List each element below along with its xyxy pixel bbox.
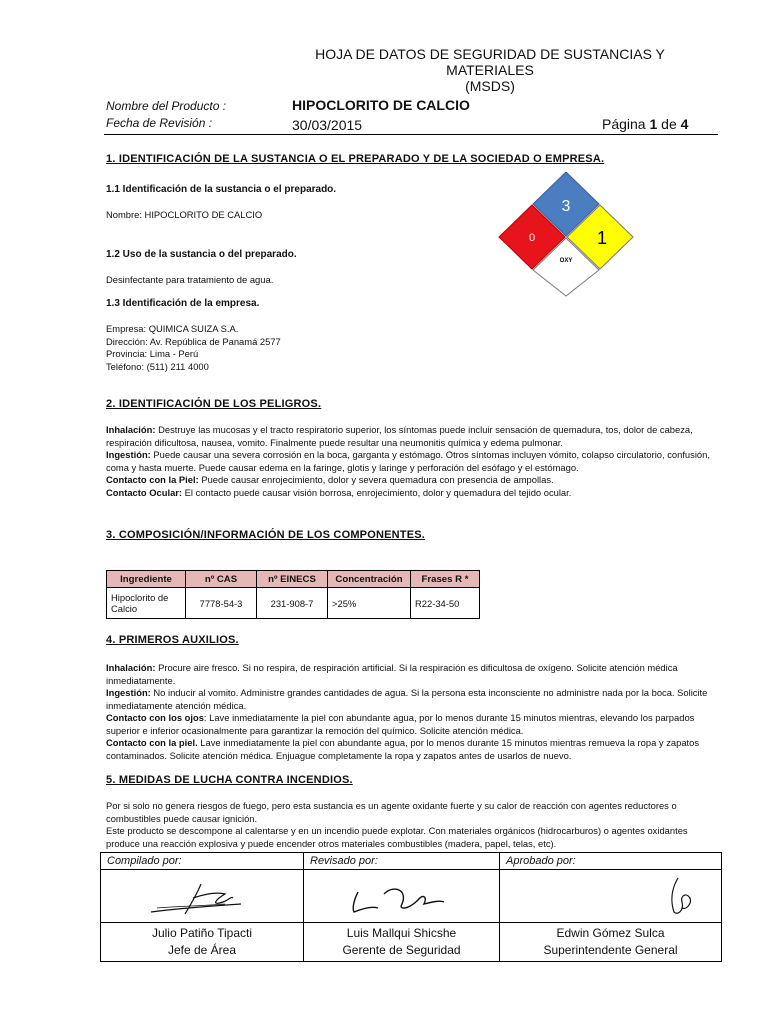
signer-name: Edwin Gómez Sulca bbox=[556, 926, 665, 940]
table-cell: R22-34-50 bbox=[411, 588, 480, 619]
first-aid-ingestion: Ingestión: No inducir al vomito. Administre grandes cantidades de agua. Si la persona esta inconsciente no administre nada por la boca. Solicite inmediatamente atención médica. bbox=[106, 687, 708, 711]
signature-area bbox=[101, 870, 303, 923]
signature-person bbox=[101, 925, 303, 959]
table-header-row bbox=[107, 571, 480, 588]
section-5-title: 5. MEDIDAS DE LUCHA CONTRA INCENDIOS. bbox=[106, 774, 353, 786]
first-aid-text bbox=[106, 662, 718, 762]
firefighting-p1: Por si solo no genera riesgos de fuego, pero esta sustancia es un agente oxidante fuerte y su calor de reacción con agentes reductores o combustibles puede causar ignición. bbox=[106, 800, 677, 824]
signature-image bbox=[101, 870, 303, 922]
product-name: Nombre: HIPOCLORITO DE CALCIO bbox=[106, 209, 263, 220]
section-1-1-title: 1.1 Identificación de la sustancia o el preparado. bbox=[106, 184, 337, 195]
signature-image bbox=[304, 870, 499, 922]
nfpa-health-value: 0 bbox=[528, 232, 536, 244]
signature-head: Aprobado por: bbox=[500, 853, 721, 870]
nfpa-reactivity-value: 1 bbox=[596, 228, 608, 248]
company-province: Provincia: Lima - Perú bbox=[106, 348, 199, 359]
table-cell: >25% bbox=[328, 588, 411, 619]
signature-person bbox=[304, 925, 499, 959]
first-aid-skin: Contacto con la piel. Lave inmediatamente la piel con abundante agua, por lo menos durante 15 minutos mientras remueva la ropa y zapatos contaminados. Solicite atención médica. Enjuague completamente la ropa y zapatos antes de usarlos de nuevo. bbox=[106, 737, 700, 761]
signer-name: Julio Patiño Tipacti bbox=[151, 926, 253, 940]
document-title bbox=[280, 46, 700, 94]
product-value: HIPOCLORITO DE CALCIO bbox=[292, 97, 470, 113]
header-divider bbox=[104, 134, 718, 135]
section-4-title: 4. PRIMEROS AUXILIOS. bbox=[106, 634, 239, 646]
hazard-eye: Contacto Ocular: El contacto puede causar visión borrosa, enrojecimiento, dolor y quemadura del tejido ocular. bbox=[106, 486, 572, 498]
signature-area bbox=[500, 870, 721, 923]
table-header-cell: nº CAS bbox=[186, 571, 257, 588]
company-phone: Teléfono: (511) 211 4000 bbox=[106, 360, 209, 372]
revision-value: 30/03/2015 bbox=[292, 117, 363, 133]
signature-image bbox=[500, 870, 721, 922]
title-line-2: MATERIALES bbox=[446, 62, 534, 78]
hazard-skin: Contacto con la Piel: Puede causar enrojecimiento, dolor y severa quemadura con presencia de ampollas. bbox=[106, 474, 554, 485]
company-info bbox=[106, 323, 718, 373]
signer-role: Jefe de Área bbox=[167, 943, 237, 957]
section-2-title: 2. IDENTIFICACIÓN DE LOS PELIGROS. bbox=[106, 398, 322, 410]
signature-area bbox=[304, 870, 499, 923]
section-1-2-title: 1.2 Uso de la sustancia o del preparado. bbox=[106, 249, 297, 260]
page-total: 4 bbox=[680, 116, 689, 132]
firefighting-p2: Este producto se descompone al calentarse y en un incendio puede explotar. Con materiales orgánicos (hidrocarburos) o agentes oxidantes produce una reacción explosiva y puede encender otros materiales combustibles (madera, papel, telas, etc). bbox=[106, 825, 688, 849]
table-row bbox=[107, 588, 480, 619]
section-1-3-title: 1.3 Identificación de la empresa. bbox=[106, 298, 260, 309]
signature-head: Compilado por: bbox=[101, 853, 303, 870]
signature-person bbox=[500, 925, 721, 959]
product-label: Nombre del Producto : bbox=[106, 99, 227, 113]
first-aid-inhalation: Inhalación: Procure aire fresco. Si no respira, de respiración artificial. Si la respiración es dificultosa de oxígeno. Solicite atención médica inmediatamente. bbox=[106, 662, 678, 686]
revision-label: Fecha de Revisión : bbox=[106, 116, 213, 130]
nfpa-flammability-value: 3 bbox=[561, 198, 571, 215]
signature-compiled bbox=[101, 853, 304, 961]
title-line-3: (MSDS) bbox=[465, 78, 515, 94]
title-line-1: HOJA DE DATOS DE SEGURIDAD DE SUSTANCIAS Y bbox=[315, 46, 665, 62]
hazards-text bbox=[106, 424, 718, 499]
section-1-title: 1. IDENTIFICACIÓN DE LA SUSTANCIA O EL PREPARADO Y DE LA SOCIEDAD O EMPRESA. bbox=[106, 153, 605, 165]
company-address: Dirección: Av. República de Panamá 2577 bbox=[106, 335, 281, 347]
first-aid-eye: Contacto con los ojos: Lave inmediatamente la piel con abundante agua, por lo menos durante 15 minutos mientras, elevando los parpados superior e inferior ocasionalmente para garantizar la remoción del químico. Solicite atención médica. bbox=[106, 712, 695, 736]
table-cell: Hipoclorito de Calcio bbox=[107, 588, 186, 619]
hazard-inhalation: Inhalación: Destruye las mucosas y el tracto respiratorio superior, los síntomas puede incluir sensación de quemadura, tos, dolor de cabeza, respiración dificultosa, nausea, vomito. Finalmente puede resultar una neumonitis química y edema pulmonar. bbox=[106, 424, 693, 448]
page-current: 1 bbox=[649, 116, 658, 132]
product-use: Desinfectante para tratamiento de agua. bbox=[106, 274, 274, 285]
signature-head: Revisado por: bbox=[304, 853, 499, 870]
table-header-cell: Ingrediente bbox=[107, 571, 186, 588]
signature-table bbox=[100, 852, 722, 962]
table-cell: 7778-54-3 bbox=[186, 588, 257, 619]
company-name: Empresa: QUIMICA SUIZA S.A. bbox=[106, 323, 239, 334]
signer-role: Gerente de Seguridad bbox=[342, 943, 461, 957]
nfpa-diamond bbox=[496, 172, 636, 298]
firefighting-text bbox=[106, 800, 718, 850]
signature-approved bbox=[500, 853, 721, 961]
table-header-cell: nº EINECS bbox=[257, 571, 328, 588]
nfpa-special-value: OXY bbox=[559, 258, 573, 264]
section-3-title: 3. COMPOSICIÓN/INFORMACIÓN DE LOS COMPONENTES. bbox=[106, 529, 426, 541]
page-prefix: Página bbox=[602, 116, 646, 132]
page-indicator bbox=[602, 116, 688, 132]
signer-role: Superintendente General bbox=[543, 943, 678, 957]
page-sep: de bbox=[661, 116, 677, 132]
hazard-ingestion: Ingestión: Puede causar una severa corrosión en la boca, garganta y estómago. Otros síntomas incluyen vómito, colapso circulatorio, confusión, coma y hasta muerte. Puede causar edema en la faringe, glotis y laringe y perforación del esófago y el estómago. bbox=[106, 449, 710, 473]
signer-name: Luis Mallqui Shicshe bbox=[346, 926, 457, 940]
composition-table bbox=[106, 570, 480, 619]
table-cell: 231-908-7 bbox=[257, 588, 328, 619]
table-header-cell: Concentración bbox=[328, 571, 411, 588]
signature-reviewed bbox=[304, 853, 500, 961]
table-header-cell: Frases R * bbox=[411, 571, 480, 588]
